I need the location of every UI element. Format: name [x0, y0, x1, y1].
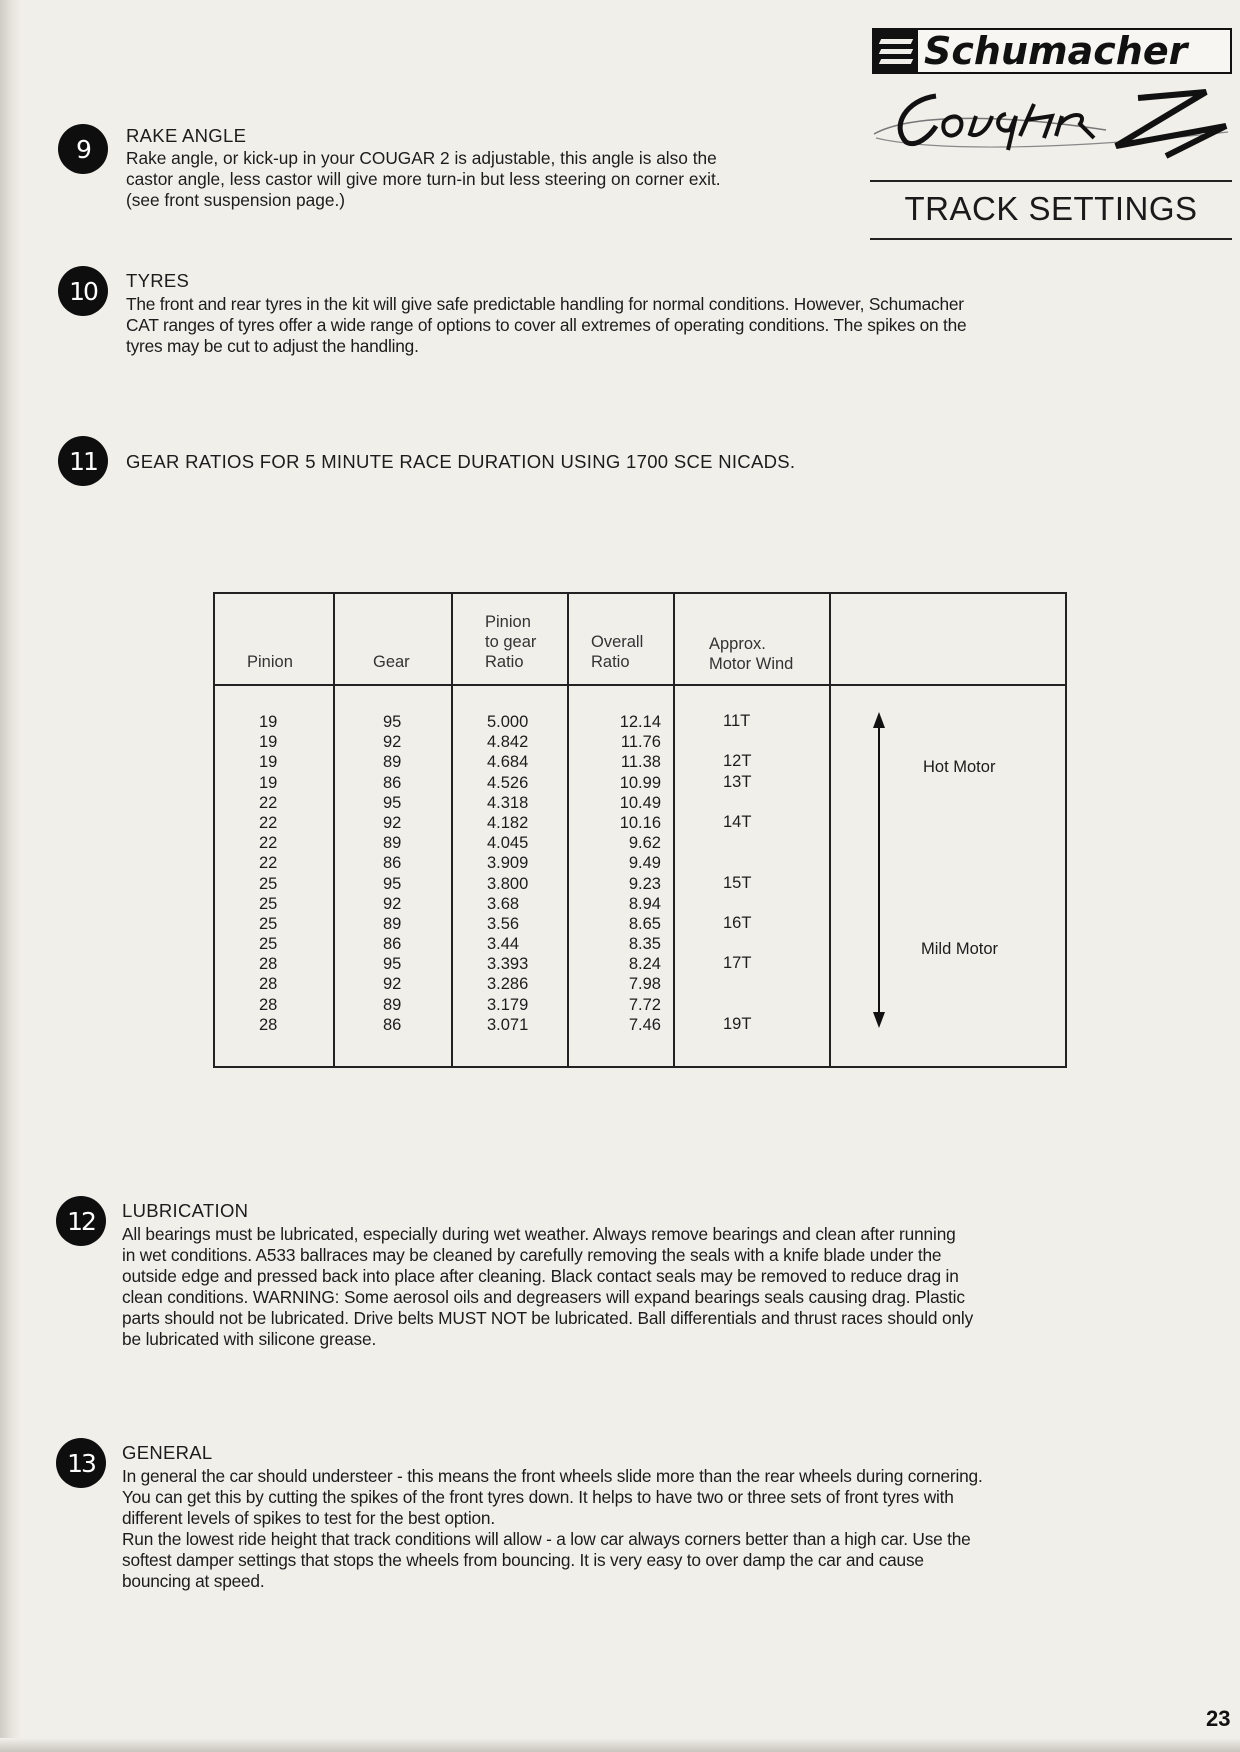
column-overall-ratio — [599, 712, 661, 1035]
body-line: CAT ranges of tyres offer a wide range of options to cover all extremes of operating conditions. The spikes on the — [126, 315, 967, 335]
table-cell: 22 — [259, 854, 278, 873]
table-cell: 11.38 — [620, 753, 661, 772]
table-cell: 25 — [259, 914, 278, 933]
body-line: parts should not be lubricated. Drive belts MUST NOT be lubricated. Ball differentials and thrust races should only — [122, 1308, 974, 1328]
body-line: tyres may be cut to adjust the handling. — [126, 336, 419, 356]
table-cell: 4.182 — [487, 813, 529, 832]
motor-wind-label: 14T — [723, 813, 752, 831]
table-cell: 10.99 — [619, 773, 661, 792]
motor-wind-label: 13T — [723, 772, 752, 791]
section-number-badge: 12 — [56, 1196, 106, 1246]
body-line: The front and rear tyres in the kit will give safe predictable handling for normal conditions. However, Schumacher — [126, 294, 964, 314]
table-cell: 86 — [383, 1015, 402, 1034]
table-cell: 8.65 — [628, 914, 661, 933]
table-cell: 95 — [383, 713, 402, 731]
table-cell: 19 — [259, 753, 278, 772]
table-cell: 95 — [383, 874, 402, 893]
table-cell: 25 — [259, 935, 278, 954]
gear-ratio-table — [213, 592, 1067, 1068]
table-cell: 7.98 — [628, 975, 661, 994]
table-cell: 7.72 — [628, 995, 661, 1014]
table-cell: 10.16 — [619, 813, 661, 832]
section-number-badge: 9 — [58, 124, 108, 174]
section-number-badge: 11 — [58, 436, 108, 486]
motor-wind-label: 16T — [723, 914, 752, 932]
table-cell: 28 — [259, 1015, 278, 1034]
table-cell: 19 — [259, 713, 278, 731]
table-cell: 89 — [383, 834, 402, 853]
section-title-tyres: TYRES — [126, 270, 190, 291]
section-number-badge: 13 — [56, 1438, 106, 1488]
table-cell: 7.46 — [628, 1015, 661, 1034]
body-line: in wet conditions. A533 ballraces may be cleaned by carefully removing the seals with a knife blade under the — [122, 1245, 942, 1265]
table-cell: 95 — [383, 793, 402, 812]
hot-motor-label: Hot Motor — [923, 758, 996, 776]
table-cell: 8.35 — [628, 935, 661, 954]
table-cell: 89 — [383, 753, 402, 772]
table-cell: 19 — [259, 773, 278, 792]
table-cell: 4.526 — [487, 773, 529, 792]
table-cell: 95 — [383, 955, 402, 974]
table-cell: 28 — [259, 995, 278, 1014]
body-line: Rake angle, or kick-up in your COUGAR 2 is adjustable, this angle is also the — [126, 148, 717, 168]
motor-wind-label: 17T — [723, 954, 752, 973]
table-cell: 11.76 — [620, 733, 661, 752]
table-cell: 28 — [259, 955, 278, 974]
table-cell: 3.393 — [487, 955, 529, 974]
body-line: bouncing at speed. — [122, 1571, 265, 1591]
body-line: outside edge and pressed back into place after cleaning. Black contact seals may be removed to reduce drag in — [122, 1266, 959, 1286]
table-cell: 4.684 — [487, 753, 529, 772]
table-cell: 3.286 — [487, 975, 529, 994]
header-rule-bottom — [870, 238, 1232, 240]
table-cell: 9.62 — [628, 834, 661, 853]
table-column-divider — [829, 594, 831, 1066]
motor-wind-label: 19T — [723, 1015, 752, 1033]
table-cell: 3.800 — [487, 874, 529, 893]
header-pinion: Pinion — [247, 653, 293, 671]
table-cell: 3.68 — [487, 894, 520, 913]
table-cell: 8.94 — [628, 894, 661, 913]
section-title-general: GENERAL — [122, 1442, 213, 1463]
table-cell: 3.071 — [487, 1015, 529, 1034]
table-cell: 25 — [259, 874, 278, 893]
body-line: Run the lowest ride height that track conditions will allow - a low car always corners better than a high car. Use the — [122, 1529, 971, 1549]
header-approx-motor-wind: Approx. Motor Wind — [709, 635, 794, 673]
section-body-general — [122, 1466, 1122, 1592]
table-cell: 10.49 — [619, 793, 661, 812]
table-cell: 28 — [259, 975, 278, 994]
body-line: You can get this by cutting the spikes of the front tyres down. It helps to have two or three sets of front tyres with — [122, 1487, 954, 1507]
table-cell: 92 — [383, 894, 402, 913]
table-cell: 22 — [259, 834, 278, 853]
table-cell: 92 — [383, 975, 402, 994]
section-body-lubrication — [122, 1224, 1122, 1350]
body-line: In general the car should understeer - this means the front wheels slide more than the rear wheels during cornering. — [122, 1466, 983, 1486]
body-line: different levels of spikes to test for the best option. — [122, 1508, 495, 1528]
table-cell: 89 — [383, 914, 402, 933]
table-cell: 89 — [383, 995, 402, 1014]
page-bottom-shadow — [0, 1738, 1240, 1752]
body-line: (see front suspension page.) — [126, 190, 346, 210]
schumacher-emblem-icon — [874, 30, 918, 72]
table-cell: 4.842 — [487, 733, 529, 752]
table-cell: 9.23 — [628, 874, 661, 893]
table-cell: 92 — [383, 813, 402, 832]
table-cell: 4.045 — [487, 834, 529, 853]
table-cell: 9.49 — [628, 854, 661, 873]
section-body-tyres — [126, 294, 1126, 357]
table-column-divider — [451, 594, 453, 1066]
header-rule-top — [870, 180, 1232, 182]
body-line: castor angle, less castor will give more turn-in but less steering on corner exit. — [126, 169, 721, 189]
table-cell: 22 — [259, 813, 278, 832]
table-cell: 3.179 — [487, 995, 529, 1014]
section-title-lubrication: LUBRICATION — [122, 1200, 249, 1221]
header-pinion-to-gear-ratio: Pinion to gear Ratio — [485, 613, 537, 671]
table-cell: 5.000 — [487, 713, 529, 731]
motor-wind-label: 12T — [723, 752, 752, 771]
body-line: clean conditions. WARNING: Some aerosol oils and degreasers will expand bearings seals causing drag. Plastic — [122, 1287, 965, 1307]
column-pinion-to-gear-ratio — [487, 712, 528, 1035]
section-body-rake-angle — [126, 148, 866, 211]
table-cell: 86 — [383, 773, 402, 792]
schumacher-logo — [872, 28, 1232, 74]
section-title-rake-angle: RAKE ANGLE — [126, 125, 247, 146]
table-cell: 8.24 — [628, 955, 661, 974]
header-gear: Gear — [373, 653, 410, 671]
body-line: All bearings must be lubricated, especially during wet weather. Always remove bearings and clean after running — [122, 1224, 956, 1244]
table-column-divider — [567, 594, 569, 1066]
motor-wind-label: 11T — [723, 712, 751, 730]
cougar-2-script-logo-icon — [866, 86, 1236, 166]
hot-to-mild-arrow-icon — [869, 712, 889, 1028]
column-pinion — [259, 712, 277, 1035]
section-number-badge: 10 — [58, 266, 108, 316]
header-overall-ratio: Overall Ratio — [591, 633, 644, 671]
table-cell: 4.318 — [487, 793, 529, 812]
table-cell: 22 — [259, 793, 278, 812]
table-cell: 3.44 — [487, 935, 520, 954]
column-gear — [383, 712, 401, 1035]
mild-motor-label: Mild Motor — [921, 940, 999, 958]
table-cell: 92 — [383, 733, 402, 752]
table-column-divider — [333, 594, 335, 1066]
section-title-gear-ratios: GEAR RATIOS FOR 5 MINUTE RACE DURATION USING 1700 SCE NICADS. — [126, 451, 796, 472]
table-cell: 19 — [259, 733, 278, 752]
page-binding-shadow — [0, 0, 22, 1752]
table-cell: 3.909 — [487, 854, 529, 873]
body-line: softest damper settings that stops the wheels from bouncing. It is very easy to over damp the car and cause — [122, 1550, 924, 1570]
motor-wind-label: 15T — [723, 873, 752, 892]
table-column-divider — [673, 594, 675, 1066]
table-cell: 86 — [383, 935, 402, 954]
table-cell: 25 — [259, 894, 278, 913]
table-header-divider — [215, 684, 1065, 686]
page-number: 23 — [1206, 1706, 1231, 1731]
page-title: TRACK SETTINGS — [904, 190, 1198, 227]
table-cell: 86 — [383, 854, 402, 873]
brand-name: Schumacher — [924, 29, 1188, 73]
table-cell: 12.14 — [619, 713, 661, 731]
body-line: be lubricated with silicone grease. — [122, 1329, 377, 1349]
table-cell: 3.56 — [487, 914, 520, 933]
